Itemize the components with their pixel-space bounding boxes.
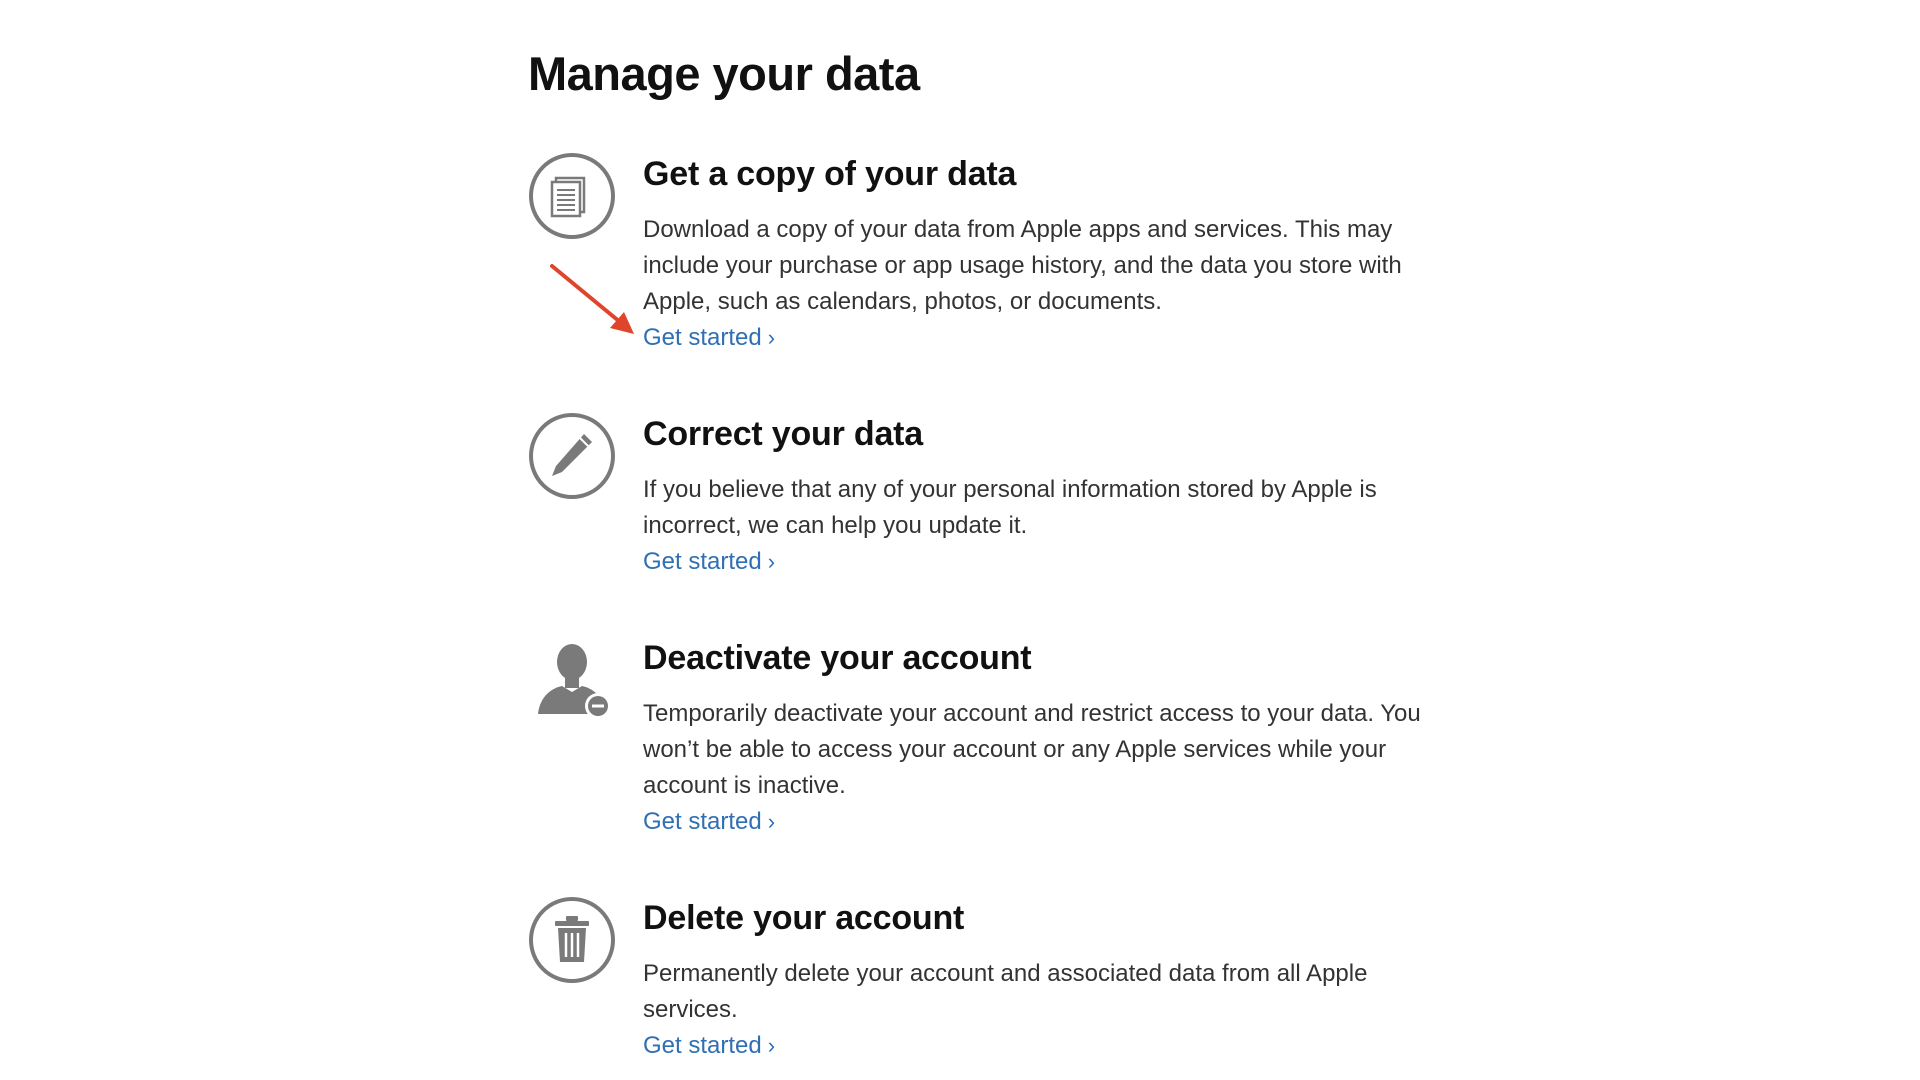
- page-title: Manage your data: [528, 47, 920, 100]
- documents-icon: [528, 152, 616, 240]
- chevron-right-icon: ›: [767, 549, 776, 574]
- link-label: Get started: [643, 548, 762, 575]
- chevron-right-icon: ›: [767, 809, 776, 834]
- chevron-right-icon: ›: [767, 1033, 776, 1058]
- section-description: Download a copy of your data from Apple apps and services. This may include your purchase or app usage history, and the data you store with Apple, such as calendars, photos, or documents.: [643, 216, 1402, 315]
- section-description: Temporarily deactivate your account and restrict access to your data. You won’t be able to access your account or any Apple services while your account is inactive.: [643, 700, 1421, 799]
- get-started-link-correct[interactable]: [643, 544, 775, 580]
- trash-icon: [528, 896, 616, 984]
- manage-data-page: [528, 44, 1428, 1059]
- annotation-arrow-icon: [548, 262, 638, 338]
- section-content: [643, 412, 1428, 580]
- section-title: Get a copy of your data: [643, 155, 1017, 193]
- chevron-right-icon: ›: [767, 325, 776, 350]
- link-label: Get started: [643, 1032, 762, 1059]
- section-content: [643, 636, 1428, 840]
- get-started-link-delete[interactable]: [643, 1028, 775, 1064]
- get-started-link-copy[interactable]: [643, 320, 775, 356]
- get-started-link-deactivate[interactable]: [643, 804, 775, 840]
- section-title: Delete your account: [643, 899, 965, 937]
- link-label: Get started: [643, 324, 762, 351]
- link-label: Get started: [643, 808, 762, 835]
- section-content: [643, 152, 1428, 356]
- section-description: If you believe that any of your personal information stored by Apple is incorrect, we can help you update it.: [643, 476, 1377, 539]
- section-description: Permanently delete your account and associated data from all Apple services.: [643, 960, 1368, 1023]
- section-content: [643, 896, 1428, 1064]
- user-minus-icon: [528, 636, 616, 724]
- section-title: Correct your data: [643, 415, 924, 453]
- section-title: Deactivate your account: [643, 639, 1032, 677]
- pencil-icon: [528, 412, 616, 500]
